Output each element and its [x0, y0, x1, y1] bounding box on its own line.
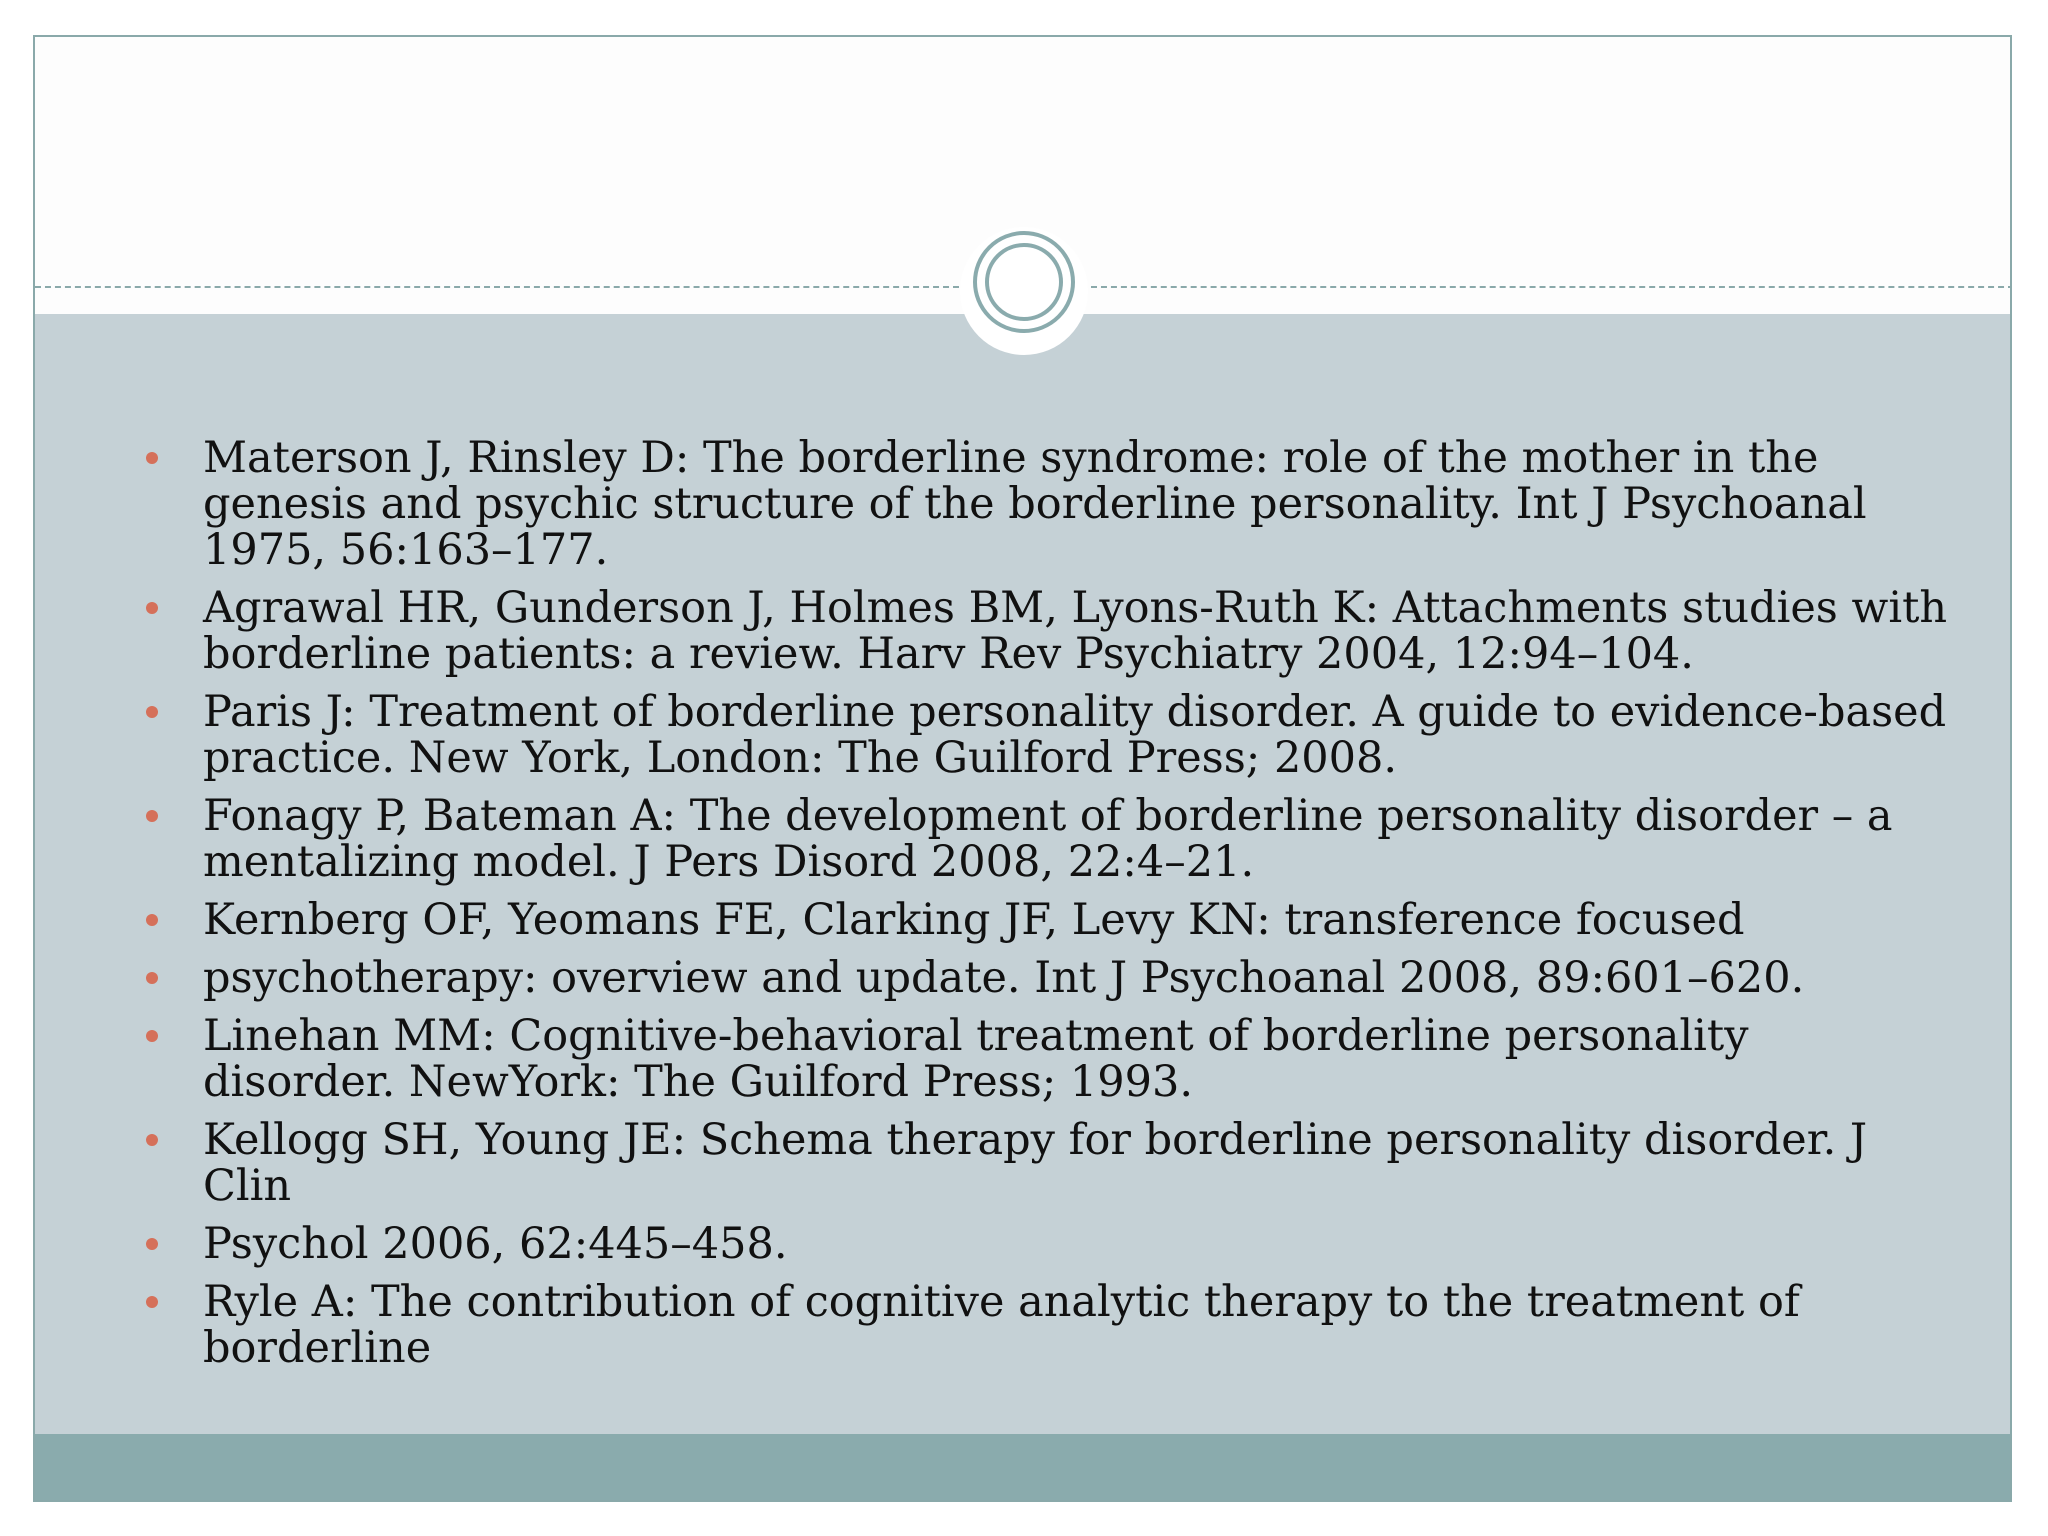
reference-item — [111, 435, 1951, 573]
footer-band — [35, 1434, 2010, 1502]
reference-text: Ryle A: The contribution of cognitive analytic therapy to the treatment of borderline — [203, 1277, 1800, 1373]
bullet-icon — [146, 1296, 158, 1308]
reference-text: Materson J, Rinsley D: The borderline syndrome: role of the mother in the genesis and psychic structure of the borderline personality. Int J Psychoanal 1975, 56:163–177. — [203, 433, 1867, 575]
divider-line-right — [1091, 286, 2012, 288]
bullet-icon — [146, 1030, 158, 1042]
reference-text: Agrawal HR, Gunderson J, Holmes BM, Lyons-Ruth K: Attachments studies with borderline patients: a review. Harv Rev Psychiatry 2004, 12:94–104. — [203, 583, 1948, 679]
reference-item — [111, 897, 1951, 943]
reference-item — [111, 689, 1951, 781]
reference-text: Kernberg OF, Yeomans FE, Clarking JF, Levy KN: transference focused — [203, 895, 1745, 945]
reference-text: Paris J: Treatment of borderline personality disorder. A guide to evidence-based practice. New York, London: The Guilford Press; 2008. — [203, 687, 1947, 783]
divider-line-left — [35, 286, 959, 288]
reference-text: psychotherapy: overview and update. Int J Psychoanal 2008, 89:601–620. — [203, 953, 1805, 1003]
reference-text: Linehan MM: Cognitive-behavioral treatment of borderline personality disorder. NewYork: The Guilford Press; 1993. — [203, 1011, 1749, 1107]
reference-text: Fonagy P, Bateman A: The development of borderline personality disorder – a mentalizing model. J Pers Disord 2008, 22:4–21. — [203, 791, 1893, 887]
reference-item — [111, 1221, 1951, 1267]
bullet-icon — [146, 602, 158, 614]
bullet-icon — [146, 706, 158, 718]
reference-text: Psychol 2006, 62:445–458. — [203, 1219, 788, 1269]
reference-text: Kellogg SH, Young JE: Schema therapy for borderline personality disorder. J Clin — [203, 1115, 1868, 1211]
slide — [33, 35, 2012, 1502]
bullet-icon — [146, 452, 158, 464]
reference-item — [111, 955, 1951, 1001]
bullet-icon — [146, 810, 158, 822]
bullet-icon — [146, 1134, 158, 1146]
bullet-icon — [146, 1238, 158, 1250]
reference-list — [111, 435, 1951, 1383]
reference-item — [111, 1117, 1951, 1209]
reference-item — [111, 585, 1951, 677]
reference-item — [111, 1013, 1951, 1105]
bullet-icon — [146, 914, 158, 926]
reference-item — [111, 1279, 1951, 1371]
bullet-icon — [146, 972, 158, 984]
circle-ornament-inner-ring — [985, 243, 1063, 321]
reference-item — [111, 793, 1951, 885]
